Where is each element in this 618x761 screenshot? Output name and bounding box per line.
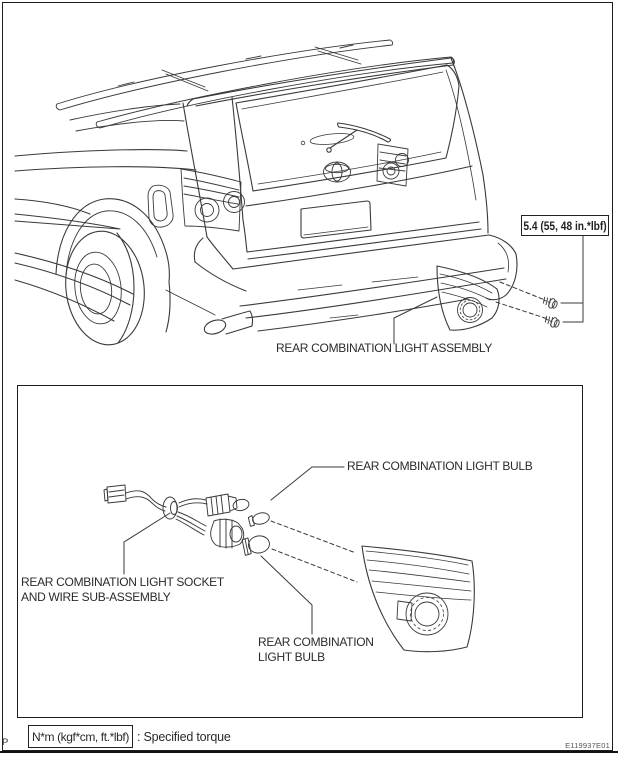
bulb-label-bottom-line1: REAR COMBINATION [258,635,374,649]
torque-legend-symbol: N*m (kgf*cm, ft.*lbf) [28,725,133,748]
torque-spec-box [521,215,609,236]
exploded-view-box [17,385,583,718]
assembly-label: REAR COMBINATION LIGHT ASSEMBLY [276,341,493,355]
bulb-label-bottom [258,635,374,665]
socket-label-line2: AND WIRE SUB-ASSEMBLY [21,590,171,604]
figure-code: E119937E01 [565,741,610,750]
page-footer-marker: P [2,737,9,748]
bulb-label-bottom-line2: LIGHT BULB [258,650,325,664]
socket-label [21,575,224,605]
socket-label-line1: REAR COMBINATION LIGHT SOCKET [21,575,224,589]
bulb-label-top: REAR COMBINATION LIGHT BULB [347,459,533,473]
torque-legend [28,725,231,748]
torque-legend-description: : Specified torque [136,729,231,744]
torque-spec-value: 5.4 (55, 48 in.*lbf) [523,218,607,233]
page-footer-rule [0,751,618,753]
